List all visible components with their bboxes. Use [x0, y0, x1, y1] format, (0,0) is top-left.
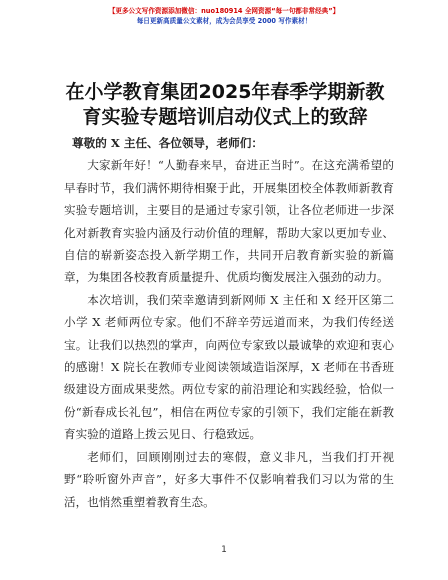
- page-number: 1: [221, 545, 227, 555]
- document-body: [64, 132, 394, 513]
- document-title: 在小学教育集团2025年春季学期新教育实验专题培训启动仪式上的致辞: [65, 81, 385, 128]
- paragraph-2: 本次培训，我们荣幸邀请到新网师 X 主任和 X 经开区第二小学 X 老师两位专家。他们不辞辛劳远道而来，为我们传经送宝。让我们以热烈的掌声，向两位专家致以最诚挚的欢迎和衷心的感谢！X 院长在教师专业阅读领域造诣深厚，X 老师在书香班级建设方面成果斐然。两位专家的前沿理论和实践经验，恰似一份“新春成长礼包”，相信在两位专家的引领下，我们定能在新教育实验的道路上拨云见日、行稳致远。: [64, 292, 394, 442]
- banner-member-line: 每日更新高质量公文素材，成为会员享受 2000 写作素材！: [136, 17, 312, 25]
- paragraph-3: 老师们，回顾刚刚过去的寒假，意义非凡，当我们打开视野“聆听窗外声音”，好多大事件不仅影响着我们习以为常的生活，也悄然重塑着教育生态。: [64, 449, 394, 509]
- banner-promo-line: 【更多公文写作资源添加微信：nuo180914 全网资源“每一句都非常经典”】: [108, 7, 340, 15]
- salutation: 尊敬的 X 主任、各位领导，老师们：: [72, 136, 263, 150]
- header-banner: [0, 6, 448, 26]
- paragraph-1: 大家新年好！“人勤春来早，奋进正当时”。在这充满希望的早春时节，我们满怀期待相聚于此，开展集团校全体教师新教育实验专题培训，主要目的是通过专家引领，让各位老师进一步深化对新教育实验内涵及行动价值的理解，帮助大家以更加专业、自信的崭新姿态投入新学期工作，共同开启教育新实验的新篇章，为集团各校教育质量提升、优质均衡发展注入强劲的动力。: [64, 158, 394, 285]
